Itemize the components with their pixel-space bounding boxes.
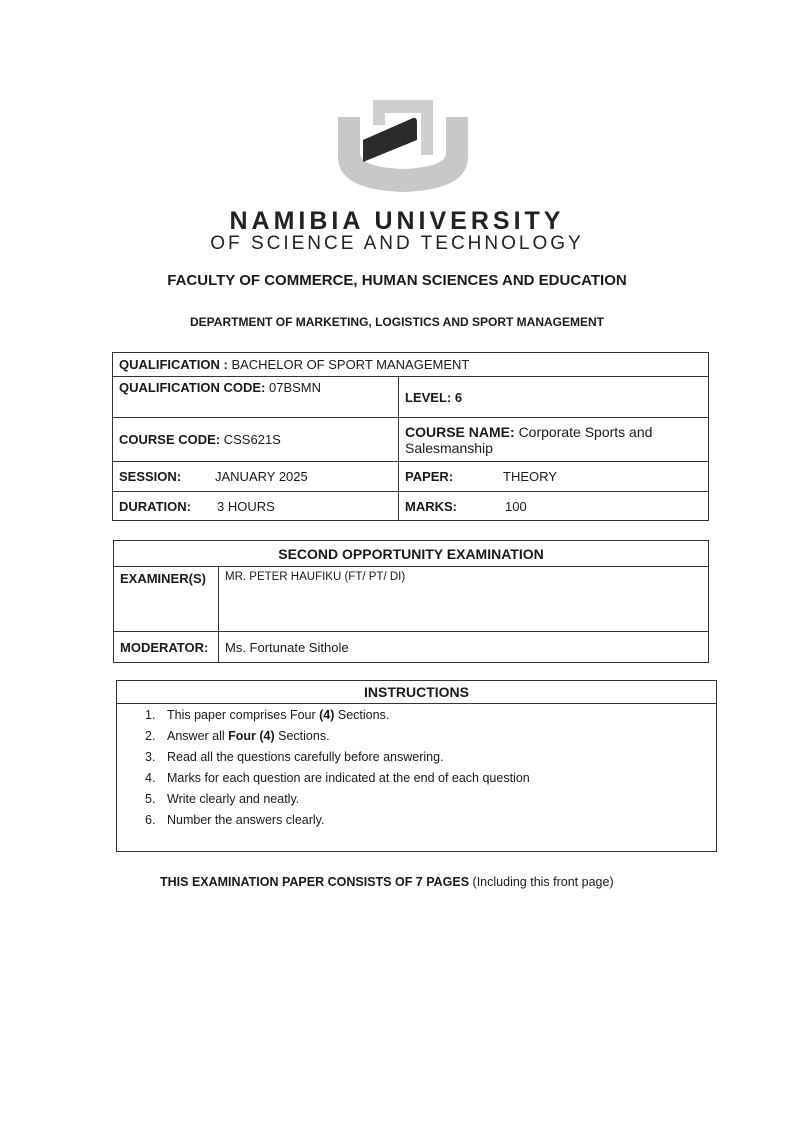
paper-cell: PAPER: THEORY (399, 462, 709, 492)
instruction-item: 6. Number the answers clearly. (145, 813, 325, 827)
marks-cell: MARKS: 100 (399, 492, 709, 521)
examination-table (113, 540, 709, 663)
level-cell: LEVEL: 6 (399, 377, 709, 418)
instructions-box (116, 680, 717, 852)
instruction-item: 1. This paper comprises Four (4) Sections. (145, 708, 390, 722)
department-title: DEPARTMENT OF MARKETING, LOGISTICS AND SPORT MANAGEMENT (190, 315, 604, 329)
course-code-cell: COURSE CODE: CSS621S (113, 418, 399, 462)
session-cell: SESSION: JANUARY 2025 (113, 462, 399, 492)
faculty-title: FACULTY OF COMMERCE, HUMAN SCIENCES AND EDUCATION (167, 272, 627, 289)
instruction-item: 3. Read all the questions carefully before answering. (145, 750, 444, 764)
moderator-label: MODERATOR: (114, 632, 219, 663)
moderator-value: Ms. Fortunate Sithole (219, 632, 709, 663)
duration-cell: DURATION: 3 HOURS (113, 492, 399, 521)
qualification-cell: QUALIFICATION : BACHELOR OF SPORT MANAGEMENT (113, 353, 709, 377)
instruction-item: 2. Answer all Four (4) Sections. (145, 729, 330, 743)
university-name: NAMIBIA UNIVERSITY (229, 207, 565, 235)
university-logo (333, 95, 473, 195)
course-name-cell: COURSE NAME: Corporate Sports and Salesmanship (399, 418, 709, 462)
instructions-title: INSTRUCTIONS (117, 681, 716, 704)
examiner-label: EXAMINER(S) (114, 567, 219, 632)
university-subtitle: OF SCIENCE AND TECHNOLOGY (210, 233, 584, 254)
qualification-code-cell: QUALIFICATION CODE: 07BSMN (113, 377, 399, 418)
instruction-item: 4. Marks for each question are indicated at the end of each question (145, 771, 530, 785)
instruction-item: 5. Write clearly and neatly. (145, 792, 300, 806)
page-count-note: THIS EXAMINATION PAPER CONSISTS OF 7 PAGES (Including this front page) (160, 875, 614, 889)
examiner-value: MR. PETER HAUFIKU (FT/ PT/ DI) (219, 567, 709, 632)
course-details-table (112, 352, 709, 521)
exam-title: SECOND OPPORTUNITY EXAMINATION (114, 541, 709, 567)
